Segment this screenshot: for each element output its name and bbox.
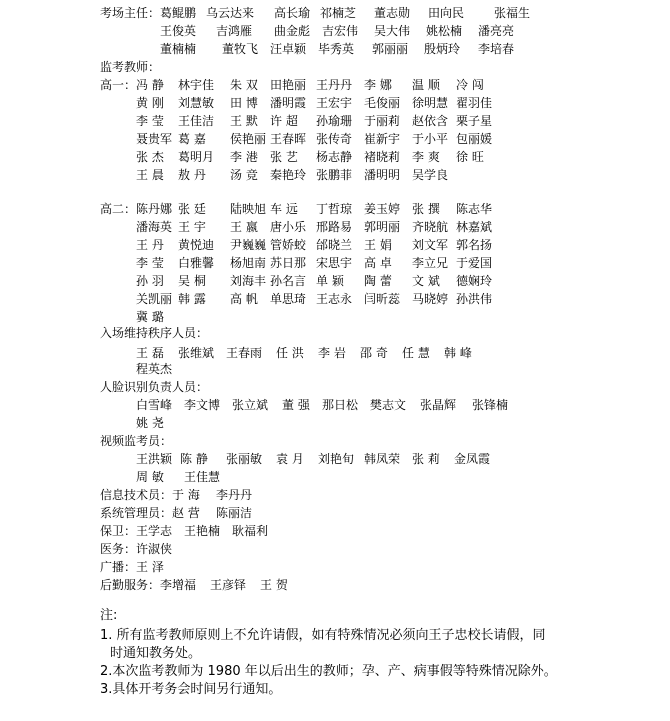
grade1-invigilator-name: 褚晓莉 xyxy=(364,150,401,164)
grade2-invigilator-name: 王 嬴 xyxy=(230,220,258,234)
grade1-invigilator-name: 包丽媛 xyxy=(456,132,493,146)
grade1-invigilator-name: 于丽莉 xyxy=(364,114,401,128)
logistics-name: 王彦铎 xyxy=(210,578,247,592)
face-recognition-name: 董 强 xyxy=(282,398,310,412)
grade2-invigilator-name: 李立兄 xyxy=(412,256,449,270)
logistics-name: 王 贺 xyxy=(260,578,288,592)
medical-label: 医务： xyxy=(100,542,137,556)
grade2-invigilator-name: 潘海英 xyxy=(136,220,173,234)
grade2-invigilator-name: 邰晓兰 xyxy=(316,238,353,252)
grade1-invigilator-name: 潘明霞 xyxy=(270,96,307,110)
chief-examiner-name: 董志勋 xyxy=(374,6,411,20)
security-name: 王学志 xyxy=(136,524,173,538)
sysadmin-label: 系统管理员： xyxy=(100,506,173,520)
face-recognition-name: 张锋楠 xyxy=(472,398,509,412)
chief-examiner-name: 毕秀英 xyxy=(318,42,355,56)
broadcast-name: 王 泽 xyxy=(136,560,164,574)
video-invigilator-name: 韩凤荣 xyxy=(364,452,401,466)
grade1-invigilator-name: 杨志静 xyxy=(316,150,353,164)
note-item: 2.本次监考教师为 1980 年以后出生的教师；孕、产、病事假等特殊情况除外。 xyxy=(100,664,557,679)
grade2-invigilator-name: 吴 桐 xyxy=(178,274,206,288)
face-recognition-name: 李文博 xyxy=(184,398,221,412)
chief-examiner-name: 汪卓颖 xyxy=(270,42,307,56)
medical-name: 许淑侠 xyxy=(136,542,173,556)
grade2-invigilator-name: 陆映旭 xyxy=(230,202,267,216)
order-staff-name: 李 岩 xyxy=(318,346,346,360)
grade1-invigilator-name: 许 超 xyxy=(270,114,298,128)
grade2-invigilator-name: 陈丹娜 xyxy=(136,202,173,216)
video-invigilator-name: 张丽敏 xyxy=(226,452,263,466)
grade2-invigilator-name: 韩 露 xyxy=(178,292,206,306)
chief-examiner-name: 乌云达来 xyxy=(206,6,255,20)
grade1-invigilator-name: 王 晨 xyxy=(136,168,164,182)
grade2-invigilator-name: 丁哲琼 xyxy=(316,202,353,216)
grade1-invigilator-name: 王宏宇 xyxy=(316,96,353,110)
video-invigilator-name: 周 敏 xyxy=(136,470,164,484)
grade2-invigilator-name: 白雅馨 xyxy=(178,256,215,270)
security-name: 王艳楠 xyxy=(184,524,221,538)
security-name: 耿福利 xyxy=(232,524,269,538)
chief-examiner-name: 张福生 xyxy=(494,6,531,20)
order-staff-label: 入场维持秩序人员： xyxy=(100,326,209,340)
grade2-invigilator-name: 冀 璐 xyxy=(136,310,164,324)
grade2-invigilator-name: 孙名言 xyxy=(270,274,307,288)
note-item: 3.具体开考务会时间另行通知。 xyxy=(100,682,282,697)
grade1-invigilator-name: 刘慧敏 xyxy=(178,96,215,110)
chief-examiner-name: 吴大伟 xyxy=(374,24,411,38)
chief-examiner-name: 吉鸿雁 xyxy=(216,24,253,38)
grade2-invigilator-name: 张 撰 xyxy=(412,202,440,216)
grade2-invigilator-name: 高 卓 xyxy=(364,256,392,270)
grade2-invigilator-name: 刘海丰 xyxy=(230,274,267,288)
grade2-invigilator-name: 王 丹 xyxy=(136,238,164,252)
grade1-invigilator-name: 冷 闯 xyxy=(456,78,484,92)
video-invigilator-name: 王洪颖 xyxy=(136,452,173,466)
order-staff-name: 任 慧 xyxy=(402,346,430,360)
grade1-invigilator-name: 田艳丽 xyxy=(270,78,307,92)
chief-examiner-name: 李培春 xyxy=(478,42,515,56)
grade1-invigilator-name: 栗子星 xyxy=(456,114,493,128)
grade2-invigilator-name: 闫昕蕊 xyxy=(364,292,401,306)
grade1-invigilator-name: 王丹丹 xyxy=(316,78,353,92)
grade1-invigilator-name: 朱 双 xyxy=(230,78,258,92)
grade1-invigilator-name: 李 爽 xyxy=(412,150,440,164)
grade1-invigilator-name: 吴学良 xyxy=(412,168,449,182)
order-staff-name: 王 磊 xyxy=(136,346,164,360)
grade2-invigilator-name: 关凯丽 xyxy=(136,292,173,306)
note-item: 时通知教务处。 xyxy=(110,646,202,661)
chief-examiner-name: 殷炳玲 xyxy=(424,42,461,56)
grade2-invigilator-name: 杨旭南 xyxy=(230,256,267,270)
it-staff-label: 信息技术员： xyxy=(100,488,173,502)
grade1-invigilator-name: 葛 嘉 xyxy=(178,132,206,146)
order-staff-name: 邵 奇 xyxy=(360,346,388,360)
logistics-label: 后勤服务： xyxy=(100,578,161,592)
grade2-invigilator-name: 唐小乐 xyxy=(270,220,307,234)
grade2-invigilator-name: 文 斌 xyxy=(412,274,440,288)
chief-examiner-name: 葛鲲鹏 xyxy=(160,6,197,20)
grade2-invigilator-name: 黄悦迪 xyxy=(178,238,215,252)
face-recognition-name: 姚 尧 xyxy=(136,416,164,430)
grade2-invigilator-name: 尹巍巍 xyxy=(230,238,267,252)
grade1-invigilator-name: 潘明明 xyxy=(364,168,401,182)
video-invigilators-label: 视频监考员： xyxy=(100,434,173,448)
grade1-invigilator-name: 张 杰 xyxy=(136,150,164,164)
sysadmin-name: 陈丽洁 xyxy=(216,506,253,520)
grade1-invigilator-name: 敖 丹 xyxy=(178,168,206,182)
video-invigilator-name: 袁 月 xyxy=(276,452,304,466)
face-recognition-name: 白雪峰 xyxy=(136,398,173,412)
grade2-invigilator-name: 郭名扬 xyxy=(456,238,493,252)
grade1-invigilator-name: 于小平 xyxy=(412,132,449,146)
face-recognition-label: 人脸识别负责人员： xyxy=(100,380,209,394)
chief-examiner-name: 田向民 xyxy=(428,6,465,20)
grade1-invigilator-name: 田 博 xyxy=(230,96,258,110)
grade2-invigilator-name: 德娴玲 xyxy=(456,274,493,288)
security-label: 保卫： xyxy=(100,524,137,538)
chief-examiner-name: 董牧飞 xyxy=(222,42,259,56)
order-staff-name: 任 洪 xyxy=(276,346,304,360)
it-staff-name: 李丹丹 xyxy=(216,488,253,502)
grade2-label: 高二： xyxy=(100,202,137,216)
grade2-invigilator-name: 李 莹 xyxy=(136,256,164,270)
grade1-invigilator-name: 张 艺 xyxy=(270,150,298,164)
grade1-invigilator-name: 赵依含 xyxy=(412,114,449,128)
video-invigilator-name: 张 莉 xyxy=(412,452,440,466)
broadcast-label: 广播： xyxy=(100,560,137,574)
grade1-invigilator-name: 李 莹 xyxy=(136,114,164,128)
video-invigilator-name: 刘艳旬 xyxy=(318,452,355,466)
grade1-invigilator-name: 毛俊丽 xyxy=(364,96,401,110)
grade1-invigilator-name: 王佳洁 xyxy=(178,114,215,128)
face-recognition-name: 张晶辉 xyxy=(420,398,457,412)
grade2-invigilator-name: 车 远 xyxy=(270,202,298,216)
grade2-invigilator-name: 姜玉婷 xyxy=(364,202,401,216)
video-invigilator-name: 金凤霞 xyxy=(454,452,491,466)
grade2-invigilator-name: 陈志华 xyxy=(456,202,493,216)
chief-examiner-name: 吉宏伟 xyxy=(322,24,359,38)
video-invigilator-name: 王佳慧 xyxy=(184,470,221,484)
notes-title: 注: xyxy=(100,608,118,623)
order-staff-name: 张维斌 xyxy=(178,346,215,360)
grade1-invigilator-name: 黄 刚 xyxy=(136,96,164,110)
face-recognition-name: 那日松 xyxy=(322,398,359,412)
grade1-invigilator-name: 李 港 xyxy=(230,150,258,164)
grade2-invigilator-name: 苏日那 xyxy=(270,256,307,270)
grade2-invigilator-name: 孙 羽 xyxy=(136,274,164,288)
grade2-invigilator-name: 高 帆 xyxy=(230,292,258,306)
grade1-invigilator-name: 翟羽佳 xyxy=(456,96,493,110)
grade2-invigilator-name: 管娇蛟 xyxy=(270,238,307,252)
grade1-invigilator-name: 冯 静 xyxy=(136,78,164,92)
grade1-invigilator-name: 张鹏菲 xyxy=(316,168,353,182)
note-item: 1. 所有监考教师原则上不允许请假，如有特殊情况必须向王子忠校长请假，同 xyxy=(100,628,546,643)
video-invigilator-name: 陈 静 xyxy=(180,452,208,466)
order-staff-name: 王春雨 xyxy=(226,346,263,360)
grade1-invigilator-name: 徐明慧 xyxy=(412,96,449,110)
grade2-invigilator-name: 陶 蕾 xyxy=(364,274,392,288)
grade1-invigilator-name: 葛明月 xyxy=(178,150,215,164)
order-staff-name: 程英杰 xyxy=(136,362,173,376)
chief-examiner-name: 王俊英 xyxy=(160,24,197,38)
grade2-invigilator-name: 宋思宇 xyxy=(316,256,353,270)
grade2-invigilator-name: 齐晓航 xyxy=(412,220,449,234)
grade1-invigilator-name: 王 默 xyxy=(230,114,258,128)
grade1-invigilator-name: 侯艳丽 xyxy=(230,132,267,146)
grade2-invigilator-name: 马晓婷 xyxy=(412,292,449,306)
grade2-invigilator-name: 王 娟 xyxy=(364,238,392,252)
chief-examiner-name: 姚松楠 xyxy=(426,24,463,38)
grade2-invigilator-name: 王 宇 xyxy=(178,220,206,234)
grade2-invigilator-name: 孙洪伟 xyxy=(456,292,493,306)
grade2-invigilator-name: 单思琦 xyxy=(270,292,307,306)
grade1-invigilator-name: 温 顺 xyxy=(412,78,440,92)
grade1-invigilator-name: 崔新宇 xyxy=(364,132,401,146)
order-staff-name: 韩 峰 xyxy=(444,346,472,360)
logistics-name: 李增福 xyxy=(160,578,197,592)
grade2-invigilator-name: 单 颖 xyxy=(316,274,344,288)
grade1-label: 高一： xyxy=(100,78,137,92)
grade1-invigilator-name: 汤 竞 xyxy=(230,168,258,182)
chief-examiner-name: 潘亮亮 xyxy=(478,24,515,38)
grade2-invigilator-name: 王志永 xyxy=(316,292,353,306)
grade1-invigilator-name: 林宇佳 xyxy=(178,78,215,92)
invigilators-label: 监考教师： xyxy=(100,60,161,74)
chief-examiner-name: 曲金彪 xyxy=(274,24,311,38)
it-staff-name: 于 海 xyxy=(172,488,200,502)
grade1-invigilator-name: 李 娜 xyxy=(364,78,392,92)
grade1-invigilator-name: 聂贵军 xyxy=(136,132,173,146)
grade1-invigilator-name: 张传奇 xyxy=(316,132,353,146)
sysadmin-name: 赵 营 xyxy=(172,506,200,520)
grade2-invigilator-name: 邢路易 xyxy=(316,220,353,234)
chief-examiners-label: 考场主任： xyxy=(100,6,161,20)
grade1-invigilator-name: 王春晖 xyxy=(270,132,307,146)
grade2-invigilator-name: 刘文军 xyxy=(412,238,449,252)
grade1-invigilator-name: 秦艳玲 xyxy=(270,168,307,182)
grade1-invigilator-name: 徐 旺 xyxy=(456,150,484,164)
chief-examiner-name: 郭丽丽 xyxy=(372,42,409,56)
chief-examiner-name: 高长瑜 xyxy=(274,6,311,20)
grade1-invigilator-name: 孙瑜珊 xyxy=(316,114,353,128)
grade2-invigilator-name: 于爱国 xyxy=(456,256,493,270)
face-recognition-name: 张立斌 xyxy=(232,398,269,412)
chief-examiner-name: 祁楠芝 xyxy=(320,6,357,20)
grade2-invigilator-name: 林嘉斌 xyxy=(456,220,493,234)
chief-examiner-name: 董楠楠 xyxy=(160,42,197,56)
grade2-invigilator-name: 张 廷 xyxy=(178,202,206,216)
grade2-invigilator-name: 郭明丽 xyxy=(364,220,401,234)
face-recognition-name: 樊志文 xyxy=(370,398,407,412)
